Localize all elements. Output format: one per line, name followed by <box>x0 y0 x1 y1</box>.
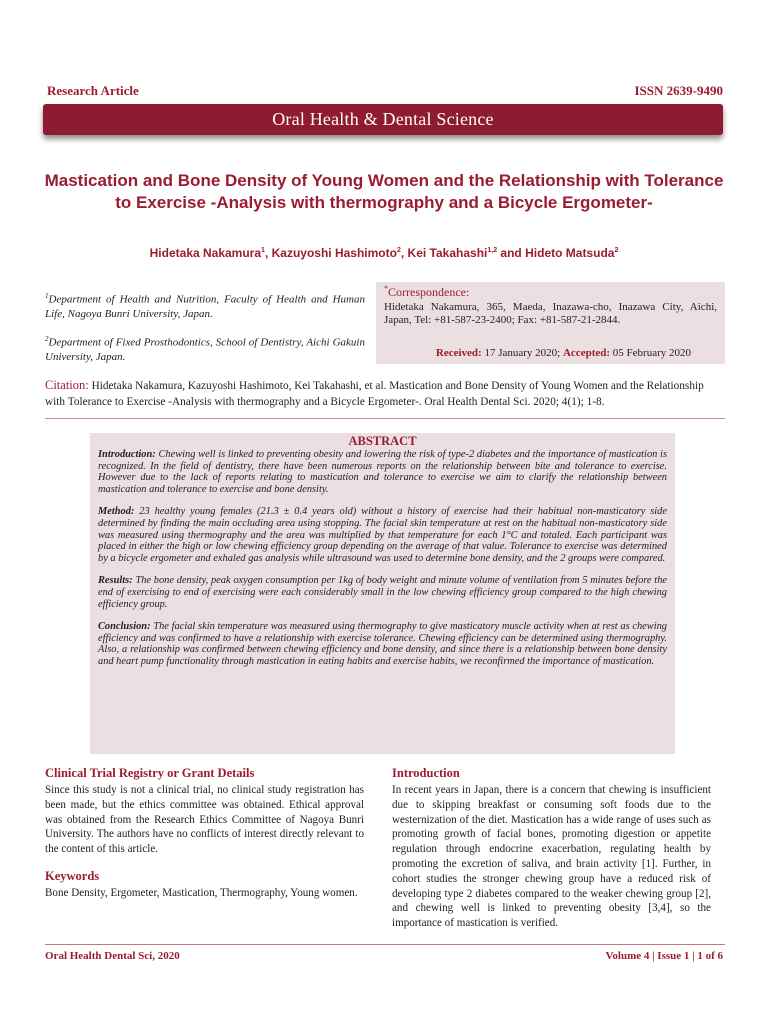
keywords-heading: Keywords <box>45 868 100 883</box>
author: Hideto Matsuda <box>525 246 615 260</box>
affiliation-1: $^1$Department of Health and Nutrition, Faculty of Health and Human Life, Nagoya Bunri University, Japan. <box>45 292 365 320</box>
introduction-heading: Introduction <box>392 766 460 780</box>
journal-name: Oral Health & Dental Science <box>272 109 494 129</box>
abstract-conclusion: Conclusion: The facial skin temperature was measured using thermography to give masticatory muscle activity when at rest as chewing efficiency and was confirmed to have a relationship with exercise tolerance. Chewing efficiency can be determined using thermography. Also, a relationship was confirmed between chewing efficiency and bone density, and since there is a relationship between bone density and heart pump functionality through mastication in eating habits and exercise habits, we reconfirmed the importance of mastication. <box>98 621 667 667</box>
correspondence-heading: *Correspondence: <box>384 284 470 299</box>
issn: ISSN 2639-9490 <box>634 83 723 98</box>
author-sup: 1 <box>261 247 265 254</box>
section-divider <box>45 418 725 419</box>
registry-heading: Clinical Trial Registry or Grant Details <box>45 766 255 780</box>
citation-text: Hidetaka Nakamura, Kazuyoshi Hashimoto, Kei Takahashi, et al. Mastication and Bone Density of Young Women and the Relationship with Tolerance to Exercise -Analysis with thermography and a Bicycle Ergometer-. Oral Health Dental Sci. 2020; 4(1); 1-8. <box>45 380 704 408</box>
keywords-text: Bone Density, Ergometer, Mastication, Thermography, Young women. <box>45 886 358 899</box>
footer-journal: Oral Health Dental Sci, 2020 <box>45 950 180 962</box>
received-accepted-dates: Received: 17 January 2020; Accepted: 05 February 2020 <box>435 347 691 359</box>
article-type: Research Article <box>47 83 139 98</box>
left-column <box>45 766 364 913</box>
abstract-box <box>90 433 675 754</box>
author-sup: 1,2 <box>487 247 498 254</box>
footer-page-info: Volume 4 | Issue 1 | 1 of 6 <box>605 950 723 962</box>
journal-banner <box>43 104 723 135</box>
paper-title: Mastication and Bone Density of Young Women and the Relationship with Tolerance to Exercise -Analysis with thermography and a Bicycle Ergometer- <box>44 171 724 212</box>
author: Kei Takahashi <box>407 246 488 260</box>
top-bar <box>47 83 723 101</box>
introduction-text: In recent years in Japan, there is a concern that chewing is insufficient due to skipping breakfast or consuming soft foods due to the westernization of the diet. Mastication has a wide range of uses such as promoting growth of facial bones, promoting digestion or appetite regulation through endocrine exacerbation, regulating health by promoting the excretion of saliva, and brain activity [1]. Further, in cohort studies the stronger chewing group have a reduced risk of developing type 2 diabetes compared to the weaker chewing group [2], and chewing well is linked to preventing obesity [3,4], so the importance of mastication is verified. <box>392 784 711 930</box>
abstract-method: Method: 23 healthy young females (21.3 ± 0.4 years old) without a history of exercise had their habitual non-masticatory side determined by finding the main occluding area using stopping. The facial skin temperature at rest on the habitual non-masticatory side was measured using thermography and the area was multiplied by that temperature for each 1°C and totaled. Each participant was placed in either the high or low chewing efficiency group depending on the average of that value. Tolerance to exercise was determined by a bicycle ergometer and exhaled gas analysis while ultrasound was used to determine bone density, and the 2 groups were compared. <box>98 506 667 564</box>
right-column <box>392 766 711 943</box>
author-sup: 2 <box>396 247 401 254</box>
registry-text: Since this study is not a clinical trial, no clinical study registration has been made, but the ethics committee was obtained. Ethical approval was obtained from the Research Ethics Committee of Nagoya Bunri University. The authors have no conflicts of interest directly relevant to the content of this article. <box>45 784 364 856</box>
correspondence-box <box>376 282 725 364</box>
abstract-results: Results: The bone density, peak oxygen consumption per 1kg of body weight and minute volume of ventilation from 5 minutes before the end of exercising to end of exercising were each considerably small in the low chewing efficiency group compared to the high chewing efficiency group. <box>98 575 667 610</box>
author-sup: 2 <box>614 247 619 254</box>
author: Hidetaka Nakamura <box>149 246 262 260</box>
correspondence-text: Hidetaka Nakamura, 365, Maeda, Inazawa-cho, Inazawa City, Aichi, Japan, Tel: +81-587-23-2400; Fax: +81-587-21-2844. <box>384 301 717 326</box>
affiliation-2: $^2$Department of Fixed Prosthodontics, School of Dentistry, Aichi Gakuin University, Japan. <box>45 335 365 363</box>
footer-divider <box>45 944 725 945</box>
author: Kazuyoshi Hashimoto <box>271 246 397 260</box>
abstract-heading: ABSTRACT <box>348 434 417 448</box>
citation <box>45 377 725 410</box>
abstract-introduction: Introduction: Chewing well is linked to preventing obesity and lowering the risk of type-2 diabetes and the importance of mastication is recognized. In the field of dentistry, there have been numerous reports on the relationship between bite and tolerance to exercise. However due to the lack of reports relating to mastication and tolerance to exercise we aim to clarify the relationship between mastication and tolerance to exercise and bone density. <box>98 449 667 495</box>
author-list: Hidetaka Nakamura$^1$, Kazuyoshi Hashimoto$^2$, Kei Takahashi$^{1,2}$ and Hideto Matsuda$^2$ <box>149 246 619 260</box>
citation-label: Citation: <box>45 378 89 392</box>
